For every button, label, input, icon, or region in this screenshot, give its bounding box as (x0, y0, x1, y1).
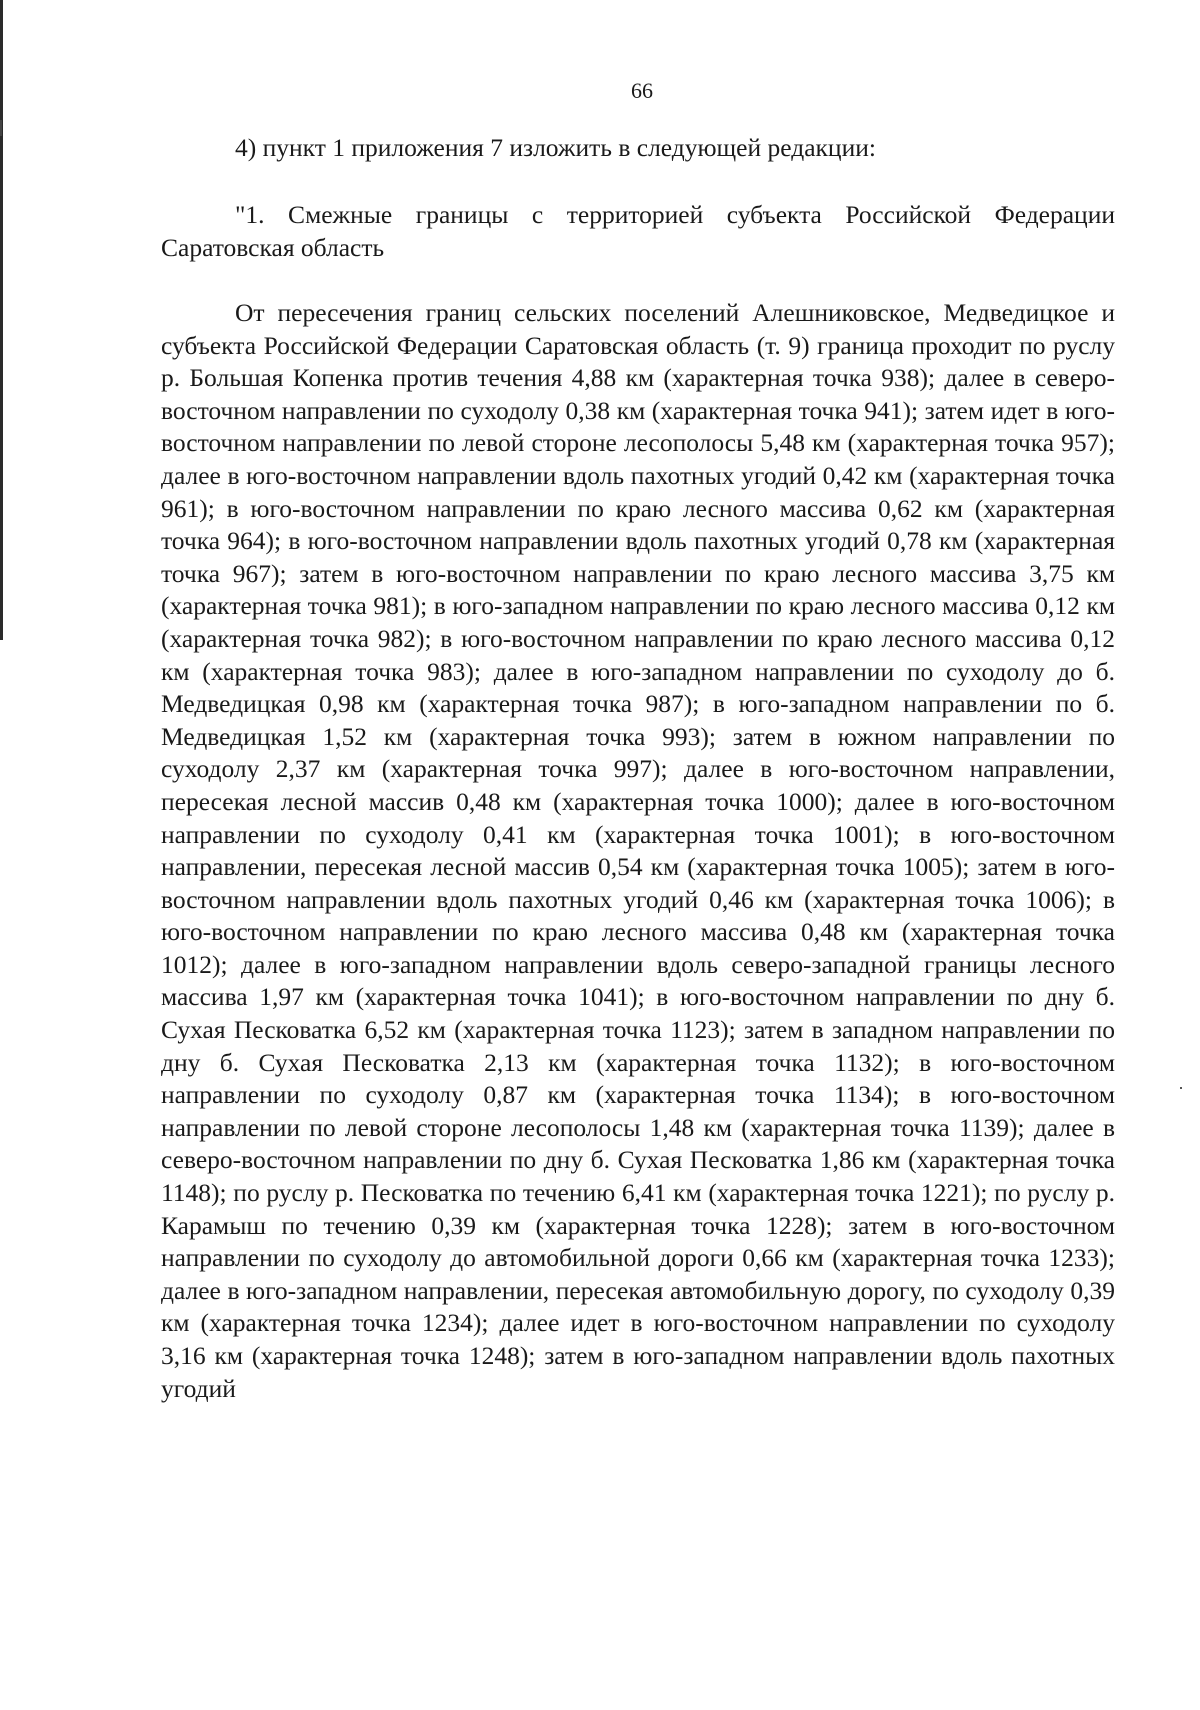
section-heading-text: "1. Смежные границы с территорией субъекта Российской Федерации Саратовская область (161, 200, 1115, 262)
boundary-description (161, 297, 1115, 1405)
scan-edge-mark (0, 120, 2, 136)
boundary-description-text: От пересечения границ сельских поселений Алешниковское, Медведицкое и субъекта Российской Федерации Саратовская область (т. 9) граница проходит по руслу р. Большая Копенка против течения 4,88 км (характерная точка 938); далее в северо-восточном направлении по суходолу 0,38 км (характерная точка 941); затем идет в юго-восточном направлении по левой стороне лесополосы 5,48 км (характерная точка 957); далее в юго-восточном направлении вдоль пахотных угодий 0,42 км (характерная точка 961); в юго-восточном направлении по краю лесного массива 0,62 км (характерная точка 964); в юго-восточном направлении вдоль пахотных угодий 0,78 км (характерная точка 967); затем в юго-восточном направлении по краю лесного массива 3,75 км (характерная точка 981); в юго-западном направлении по краю лесного массива 0,12 км (характерная точка 982); в юго-восточном направлении по краю лесного массива 0,12 км (характерная точка 983); далее в юго-западном направлении по суходолу до б. Медведицкая 0,98 км (характерная точка 987); в юго-западном направлении по б. Медведицкая 1,52 км (характерная точка 993); затем в южном направлении по суходолу 2,37 км (характерная точка 997); далее в юго-восточном направлении, пересекая лесной массив 0,48 км (характерная точка 1000); далее в юго-восточном направлении по суходолу 0,41 км (характерная точка 1001); в юго-восточном направлении, пересекая лесной массив 0,54 км (характерная точка 1005); затем в юго-восточном направлении вдоль пахотных угодий 0,46 км (характерная точка 1006); в юго-восточном направлении по краю лесного массива 0,48 км (характерная точка 1012); далее в юго-западном направлении вдоль северо-западной границы лесного массива 1,97 км (характерная точка 1041); в юго-восточном направлении по дну б. Сухая Песковатка 6,52 км (характерная точка 1123); затем в западном направлении по дну б. Сухая Песковатка 2,13 км (характерная точка 1132); в юго-восточном направлении по суходолу 0,87 км (характерная точка 1134); в юго-восточном направлении по левой стороне лесополосы 1,48 км (характерная точка 1139); далее в северо-восточном направлении по дну б. Сухая Песковатка 1,86 км (характерная точка 1148); по руслу р. Песковатка по течению 6,41 км (характерная точка 1221); по руслу р. Карамыш по течению 0,39 км (характерная точка 1228); затем в юго-восточном направлении по суходолу до автомобильной дороги 0,66 км (характерная точка 1233); далее в юго-западном направлении, пересекая автомобильную дорогу, по суходолу 0,39 км (характерная точка 1234); далее идет в юго-восточном направлении по суходолу 3,16 км (характерная точка 1248); затем в юго-западном направлении вдоль пахотных угодий (161, 298, 1115, 1403)
scan-speck (1180, 1087, 1182, 1089)
amendment-instruction: 4) пункт 1 приложения 7 изложить в следующей редакции: (235, 133, 876, 162)
section-heading (161, 199, 1115, 264)
page-number: 66 (631, 78, 653, 103)
